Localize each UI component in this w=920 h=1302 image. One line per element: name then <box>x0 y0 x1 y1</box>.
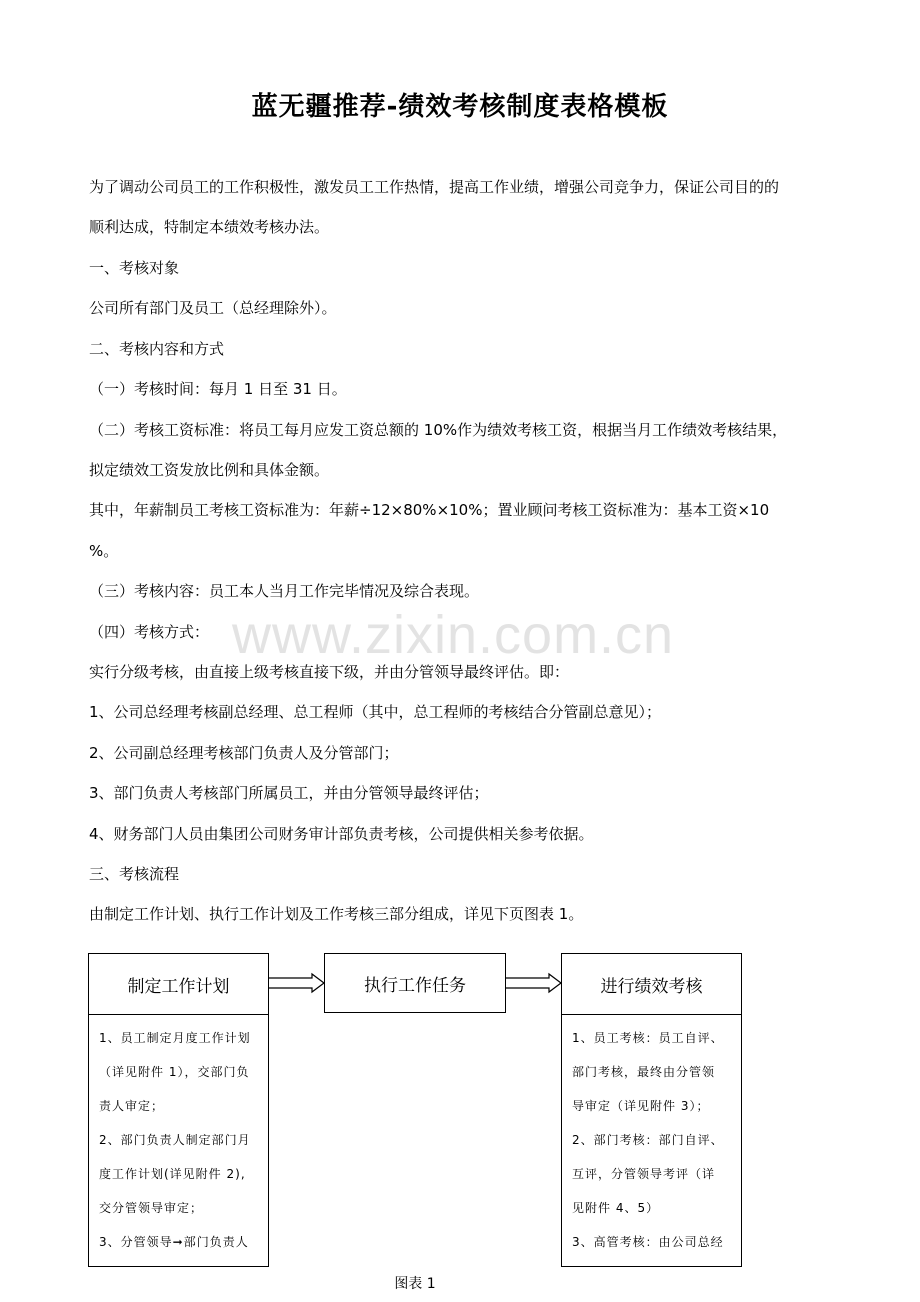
flow-box-plan-line: 2、部门负责人制定部门月 <box>99 1133 251 1147</box>
section-heading: 一、考核对象 <box>89 259 180 277</box>
list-item: 4、财务部门人员由集团公司财务审计部负责考核，公司提供相关参考依据。 <box>89 825 594 843</box>
flow-box-evaluate-line: 导审定（详见附件 3）； <box>572 1099 710 1113</box>
flow-box-execute <box>324 953 506 1013</box>
paragraph: 其中，年薪制员工考核工资标准为：年薪÷12×80%×10%；置业顾问考核工资标准为：基本工资×10 <box>89 501 770 519</box>
flow-box-plan-line: 度工作计划(详见附件 2), <box>99 1167 246 1181</box>
flow-box-evaluate <box>561 953 742 1267</box>
flow-box-evaluate-body <box>562 1015 741 1259</box>
double-arrow-right-icon <box>268 972 326 994</box>
section-heading: 二、考核内容和方式 <box>89 340 225 358</box>
flow-box-plan <box>88 953 269 1267</box>
flow-box-evaluate-line: 1、员工考核：员工自评、 <box>572 1031 724 1045</box>
paragraph: （三）考核内容：员工本人当月工作完毕情况及综合表现。 <box>89 582 480 600</box>
flow-box-plan-line: 1、员工制定月度工作计划 <box>99 1031 251 1045</box>
flow-box-plan-line: （详见附件 1），交部门负 <box>99 1065 250 1079</box>
flow-box-plan-line: 3、分管领导➞部门负责人 <box>99 1235 249 1249</box>
flow-box-plan-title: 制定工作计划 <box>89 954 268 1015</box>
paragraph: （二）考核工资标准：将员工每月应发工资总额的 10%作为绩效考核工资，根据当月工作绩效考核结果， <box>89 421 788 439</box>
flow-box-evaluate-line: 见附件 4、5） <box>572 1201 660 1215</box>
flow-box-plan-body <box>89 1015 268 1259</box>
paragraph: （四）考核方式： <box>89 623 210 641</box>
list-item: 3、部门负责人考核部门所属员工，并由分管领导最终评估； <box>89 784 489 802</box>
paragraph: %。 <box>89 542 119 560</box>
flow-box-plan-line: 责人审定； <box>99 1099 165 1113</box>
list-item: 1、公司总经理考核副总经理、总工程师（其中，总工程师的考核结合分管副总意见）； <box>89 703 662 721</box>
paragraph: 由制定工作计划、执行工作计划及工作考核三部分组成，详见下页图表 1。 <box>89 905 584 923</box>
paragraph: 公司所有部门及员工（总经理除外）。 <box>89 299 337 317</box>
paragraph: （一）考核时间：每月 1 日至 31 日。 <box>89 380 347 398</box>
paragraph: 为了调动公司员工的工作积极性，激发员工工作热情，提高工作业绩，增强公司竞争力，保证公司目的的 <box>89 178 780 196</box>
paragraph: 拟定绩效工资发放比例和具体金额。 <box>89 461 330 479</box>
list-item: 2、公司副总经理考核部门负责人及分管部门； <box>89 744 399 762</box>
double-arrow-right-icon <box>505 972 563 994</box>
paragraph: 实行分级考核，由直接上级考核直接下级，并由分管领导最终评估。即： <box>89 663 570 681</box>
paragraph: 顺利达成，特制定本绩效考核办法。 <box>89 218 330 236</box>
section-heading: 三、考核流程 <box>89 865 180 883</box>
flow-box-evaluate-line: 部门考核，最终由分管领 <box>572 1065 716 1079</box>
flow-box-execute-title: 执行工作任务 <box>364 975 466 996</box>
flow-box-evaluate-title: 进行绩效考核 <box>562 954 741 1015</box>
figure-caption: 图表 1 <box>394 1276 436 1292</box>
document-title: 蓝无疆推荐-绩效考核制度表格模板 <box>251 92 669 122</box>
watermark: www.zixin.com.cn <box>232 605 675 665</box>
flow-box-evaluate-line: 3、高管考核：由公司总经 <box>572 1235 724 1249</box>
flow-box-evaluate-line: 互评，分管领导考评（详 <box>572 1167 716 1181</box>
flow-box-evaluate-line: 2、部门考核：部门自评、 <box>572 1133 724 1147</box>
flow-box-plan-line: 交分管领导审定； <box>99 1201 204 1215</box>
